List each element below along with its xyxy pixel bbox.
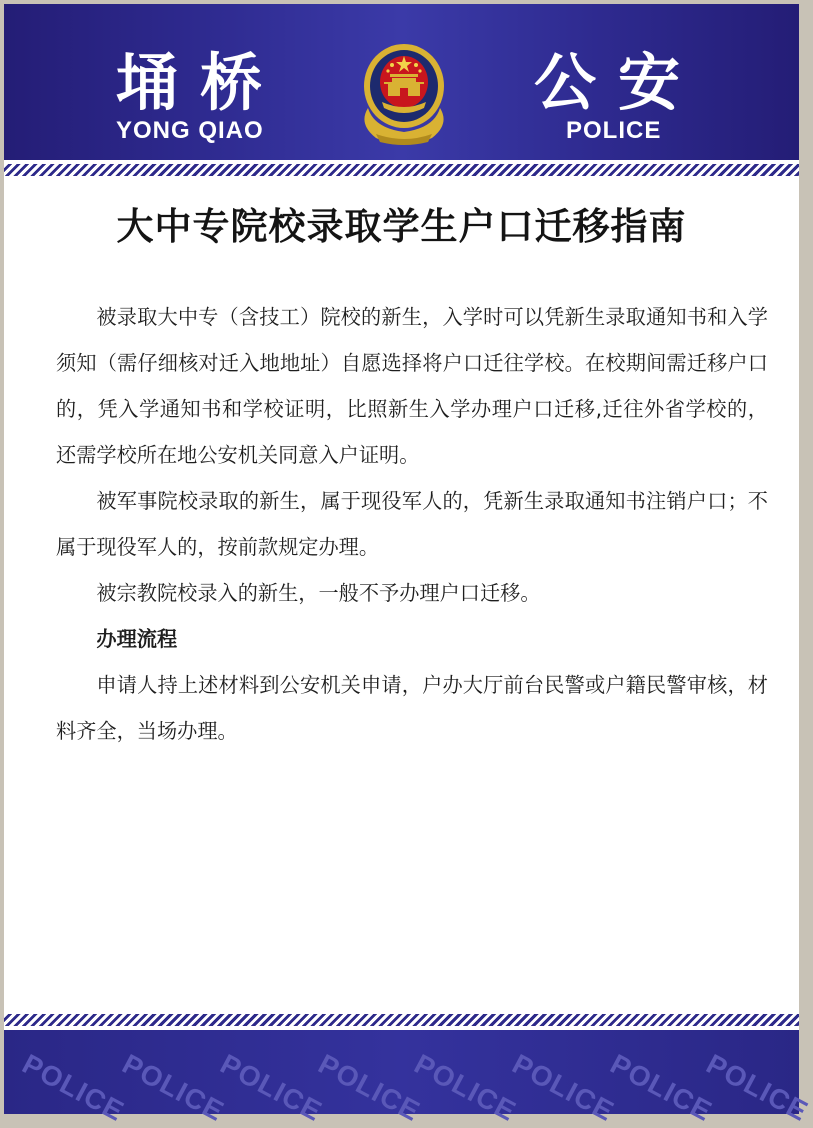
decorative-stripe-top: [4, 164, 799, 176]
footer-watermark: POLICE: [17, 1048, 130, 1128]
header-title-left: 埇桥: [116, 46, 285, 119]
footer-watermark: POLICE: [215, 1048, 328, 1128]
section-heading-process: 办理流程: [96, 627, 178, 651]
footer-watermark: POLICE: [409, 1048, 522, 1128]
header-subtitle-left: YONG QIAO: [116, 117, 264, 144]
paragraph-military: 被军事院校录取的新生，属于现役军人的，凭新生录取通知书注销户口；不属于现役军人的，按前款规定办理。: [56, 489, 768, 559]
footer-watermark: POLICE: [117, 1048, 230, 1128]
footer-watermark: POLICE: [605, 1048, 718, 1128]
footer-watermark: POLICE: [507, 1048, 620, 1128]
paragraph-religious: 被宗教院校录入的新生，一般不予办理户口迁移。: [96, 581, 541, 605]
divider: [4, 176, 799, 180]
header-title-right: 公安: [534, 46, 703, 119]
paragraph-enrollment: 被录取大中专（含技工）院校的新生，入学时可以凭新生录取通知书和入学须知（需仔细核对迁入地地址）自愿选择将户口迁往学校。在校期间需迁移户口的，凭入学通知书和学校证明，比照新生入学办理户口迁移,迁往外省学校的，还需学校所在地公安机关同意入户证明。: [56, 305, 768, 467]
police-emblem-icon: [354, 38, 454, 146]
notice-board: [4, 4, 813, 1128]
paragraph-process: 申请人持上述材料到公安机关申请，户办大厅前台民警或户籍民警审核，材料齐全，当场办理。: [56, 673, 768, 743]
footer-watermark: POLICE: [701, 1048, 813, 1128]
footer-banner: [4, 1030, 813, 1128]
document-title: 大中专院校录取学生户口迁移指南: [116, 205, 687, 248]
decorative-stripe-bottom: [4, 1014, 799, 1026]
header-subtitle-right: POLICE: [566, 117, 662, 144]
header-banner: [4, 4, 799, 164]
document-body: [56, 294, 768, 754]
footer-watermark: POLICE: [313, 1048, 426, 1128]
